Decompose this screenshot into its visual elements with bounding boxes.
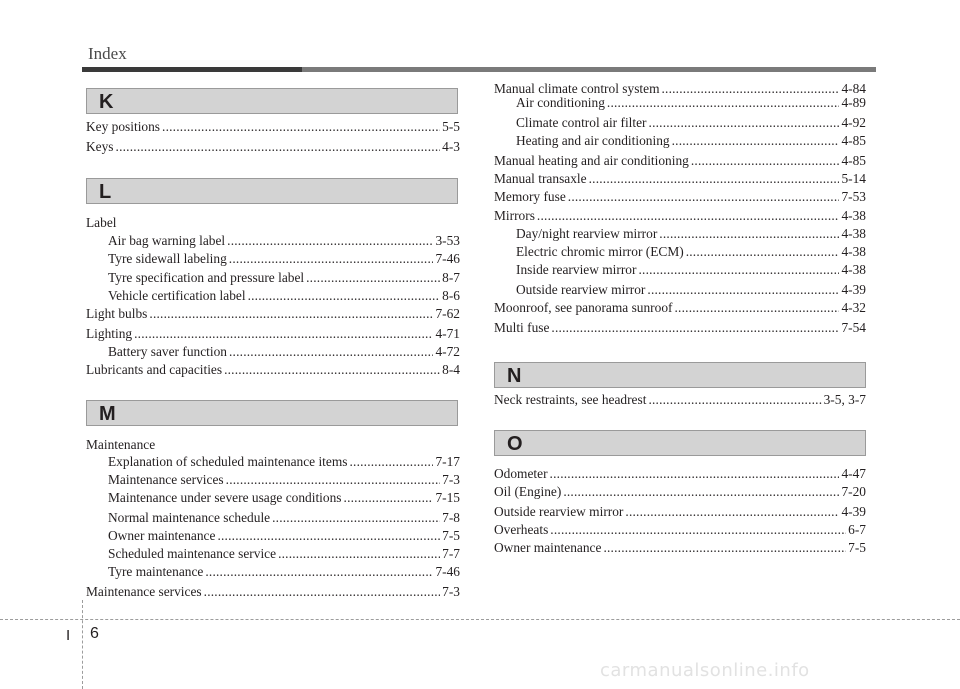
section-letter-bar bbox=[494, 430, 866, 456]
index-subentry bbox=[108, 489, 460, 507]
index-page-ref: 4-47 bbox=[841, 466, 866, 481]
leader-dots bbox=[134, 325, 433, 343]
section-letter-bar bbox=[494, 362, 866, 388]
index-page-ref: 7-3 bbox=[442, 472, 460, 487]
leader-dots bbox=[278, 545, 440, 563]
index-entry bbox=[494, 188, 866, 206]
index-term: Inside rearview mirror bbox=[516, 262, 637, 277]
leader-dots bbox=[647, 281, 839, 299]
index-subentry bbox=[516, 225, 866, 243]
leader-dots bbox=[659, 225, 839, 243]
leader-dots bbox=[204, 583, 441, 601]
header-rule-accent bbox=[82, 67, 302, 72]
leader-dots bbox=[344, 489, 434, 507]
index-subentry bbox=[516, 243, 866, 261]
index-heading bbox=[86, 214, 460, 232]
index-term: Electric chromic mirror (ECM) bbox=[516, 244, 684, 259]
index-entry bbox=[494, 503, 866, 521]
index-page-ref: 4-38 bbox=[841, 208, 866, 223]
leader-dots bbox=[217, 527, 440, 545]
index-page-ref: 7-15 bbox=[435, 490, 460, 505]
leader-dots bbox=[229, 343, 433, 361]
leader-dots bbox=[603, 539, 846, 557]
index-term: Manual heating and air conditioning bbox=[494, 153, 689, 168]
section-letter: K bbox=[99, 91, 114, 113]
index-term: Climate control air filter bbox=[516, 115, 647, 130]
index-term: Lighting bbox=[86, 326, 133, 341]
section-letter: L bbox=[99, 181, 112, 203]
index-term: Light bulbs bbox=[86, 306, 148, 321]
index-term: Explanation of scheduled maintenance items bbox=[108, 454, 348, 469]
index-page-ref: 8-4 bbox=[442, 362, 460, 377]
index-entry bbox=[494, 207, 866, 225]
index-page-ref: 7-5 bbox=[848, 540, 866, 555]
index-entry bbox=[86, 138, 460, 156]
index-subentry bbox=[108, 545, 460, 563]
index-subentry bbox=[108, 509, 460, 527]
index-entry bbox=[494, 483, 866, 501]
index-term: Vehicle certification label bbox=[108, 288, 246, 303]
index-subentry bbox=[516, 114, 866, 132]
index-term: Air bag warning label bbox=[108, 233, 226, 248]
leader-dots bbox=[607, 94, 840, 112]
index-term: Overheats bbox=[494, 522, 549, 537]
leader-dots bbox=[649, 114, 840, 132]
leader-dots bbox=[625, 503, 839, 521]
index-page-ref: 7-62 bbox=[435, 306, 460, 321]
index-page-ref: 8-6 bbox=[442, 288, 460, 303]
index-subentry bbox=[108, 269, 460, 287]
index-entry bbox=[86, 361, 460, 379]
index-term: Moonroof, see panorama sunroof bbox=[494, 300, 673, 315]
watermark: carmanualsonline.info bbox=[600, 660, 810, 681]
index-subentry bbox=[108, 287, 460, 305]
index-term: Owner maintenance bbox=[108, 528, 216, 543]
leader-dots bbox=[686, 243, 840, 261]
index-term: Air conditioning bbox=[516, 95, 605, 110]
index-page-ref: 4-3 bbox=[442, 139, 460, 154]
leader-dots bbox=[537, 207, 840, 225]
index-term: Manual transaxle bbox=[494, 171, 587, 186]
index-term: Tyre specification and pressure label bbox=[108, 270, 305, 285]
leader-dots bbox=[116, 138, 441, 156]
leader-dots bbox=[224, 361, 440, 379]
index-page-ref: 4-72 bbox=[435, 344, 460, 359]
index-page-ref: 4-71 bbox=[435, 326, 460, 341]
leader-dots bbox=[638, 261, 839, 279]
leader-dots bbox=[589, 170, 840, 188]
index-page-ref: 8-7 bbox=[442, 270, 460, 285]
index-page-ref: 5-14 bbox=[841, 171, 866, 186]
index-page-ref: 4-39 bbox=[841, 282, 866, 297]
index-page-ref: 7-53 bbox=[841, 189, 866, 204]
index-term: Memory fuse bbox=[494, 189, 566, 204]
section-letter: M bbox=[99, 403, 116, 425]
index-page-ref: 4-85 bbox=[841, 153, 866, 168]
leader-dots bbox=[563, 483, 839, 501]
index-page-ref: 5-5 bbox=[442, 119, 460, 134]
page-title: Index bbox=[88, 44, 127, 63]
index-subentry bbox=[108, 453, 460, 471]
index-term: Maintenance services bbox=[108, 472, 224, 487]
index-subentry bbox=[108, 232, 460, 250]
index-term: Battery saver function bbox=[108, 344, 227, 359]
index-page-ref: 7-8 bbox=[442, 510, 460, 525]
index-entry bbox=[86, 325, 460, 343]
leader-dots bbox=[272, 509, 440, 527]
index-page-ref: 4-32 bbox=[841, 300, 866, 315]
index-term: Key positions bbox=[86, 119, 161, 134]
index-term: Outside rearview mirror bbox=[494, 504, 624, 519]
index-term: Label bbox=[86, 215, 117, 230]
index-page-ref: 7-17 bbox=[435, 454, 460, 469]
index-page-ref: 4-85 bbox=[841, 133, 866, 148]
section-letter: N bbox=[507, 365, 522, 387]
leader-dots bbox=[691, 152, 840, 170]
index-page-ref: 4-38 bbox=[841, 262, 866, 277]
leader-dots bbox=[229, 250, 434, 268]
index-term: Tyre maintenance bbox=[108, 564, 204, 579]
index-page-ref: 6-7 bbox=[848, 522, 866, 537]
index-term: Maintenance under severe usage conditions bbox=[108, 490, 342, 505]
leader-dots bbox=[568, 188, 840, 206]
footer-vertical-divider bbox=[82, 600, 84, 689]
index-term: Lubricants and capacities bbox=[86, 362, 223, 377]
section-letter-bar bbox=[86, 400, 458, 426]
leader-dots bbox=[349, 453, 433, 471]
index-page-ref: 4-39 bbox=[841, 504, 866, 519]
index-entry bbox=[494, 319, 866, 337]
leader-dots bbox=[550, 465, 840, 483]
index-page-ref: 4-92 bbox=[841, 115, 866, 130]
index-term: Manual climate control system bbox=[494, 81, 660, 96]
index-term: Odometer bbox=[494, 466, 548, 481]
leader-dots bbox=[205, 563, 433, 581]
index-subentry bbox=[108, 250, 460, 268]
index-term: Day/night rearview mirror bbox=[516, 226, 658, 241]
index-entry bbox=[494, 465, 866, 483]
leader-dots bbox=[675, 299, 840, 317]
index-term: Outside rearview mirror bbox=[516, 282, 646, 297]
index-entry bbox=[494, 539, 866, 557]
index-entry bbox=[494, 152, 866, 170]
index-page-ref: 3-5, 3-7 bbox=[823, 392, 866, 407]
index-subentry bbox=[108, 527, 460, 545]
index-page-ref: 7-3 bbox=[442, 584, 460, 599]
index-entry bbox=[494, 299, 866, 317]
index-term: Oil (Engine) bbox=[494, 484, 562, 499]
index-page-ref: 7-7 bbox=[442, 546, 460, 561]
leader-dots bbox=[162, 118, 440, 136]
index-term: Mirrors bbox=[494, 208, 535, 223]
footer-divider bbox=[0, 619, 960, 621]
section-letter-bar bbox=[86, 178, 458, 204]
leader-dots bbox=[306, 269, 440, 287]
index-page-ref: 7-20 bbox=[841, 484, 866, 499]
index-page-ref: 4-38 bbox=[841, 244, 866, 259]
leader-dots bbox=[248, 287, 441, 305]
index-subentry bbox=[516, 94, 866, 112]
index-subentry bbox=[516, 261, 866, 279]
index-term: Keys bbox=[86, 139, 114, 154]
index-term: Scheduled maintenance service bbox=[108, 546, 277, 561]
index-page-ref: 3-53 bbox=[435, 233, 460, 248]
index-term: Heating and air conditioning bbox=[516, 133, 670, 148]
index-term: Neck restraints, see headrest bbox=[494, 392, 647, 407]
index-term: Tyre sidewall labeling bbox=[108, 251, 227, 266]
leader-dots bbox=[149, 305, 433, 323]
index-entry bbox=[86, 305, 460, 323]
index-term: Maintenance services bbox=[86, 584, 202, 599]
index-subentry bbox=[108, 563, 460, 581]
index-term: Multi fuse bbox=[494, 320, 550, 335]
index-subentry bbox=[516, 132, 866, 150]
index-heading bbox=[86, 436, 460, 454]
index-page-ref: 7-46 bbox=[435, 564, 460, 579]
index-page-ref: 4-84 bbox=[841, 81, 866, 96]
index-entry bbox=[86, 118, 460, 136]
footer-section-letter: I bbox=[66, 627, 71, 644]
index-entry bbox=[494, 391, 866, 409]
index-page-ref: 7-46 bbox=[435, 251, 460, 266]
leader-dots bbox=[551, 319, 839, 337]
index-entry bbox=[494, 170, 866, 188]
index-entry bbox=[494, 521, 866, 539]
index-term: Owner maintenance bbox=[494, 540, 602, 555]
leader-dots bbox=[226, 471, 441, 489]
index-subentry bbox=[516, 281, 866, 299]
index-term: Normal maintenance schedule bbox=[108, 510, 271, 525]
section-letter-bar bbox=[86, 88, 458, 114]
leader-dots bbox=[550, 521, 846, 539]
index-entry bbox=[86, 583, 460, 601]
leader-dots bbox=[672, 132, 840, 150]
header-rule bbox=[82, 67, 876, 72]
index-subentry bbox=[108, 343, 460, 361]
leader-dots bbox=[648, 391, 821, 409]
index-page-ref: 4-38 bbox=[841, 226, 866, 241]
index-term: Maintenance bbox=[86, 437, 156, 452]
section-letter: O bbox=[507, 433, 523, 455]
index-page-ref: 4-89 bbox=[841, 95, 866, 110]
leader-dots bbox=[227, 232, 433, 250]
index-subentry bbox=[108, 471, 460, 489]
footer-page-number: 6 bbox=[90, 625, 99, 642]
index-page-ref: 7-54 bbox=[841, 320, 866, 335]
index-page-ref: 7-5 bbox=[442, 528, 460, 543]
